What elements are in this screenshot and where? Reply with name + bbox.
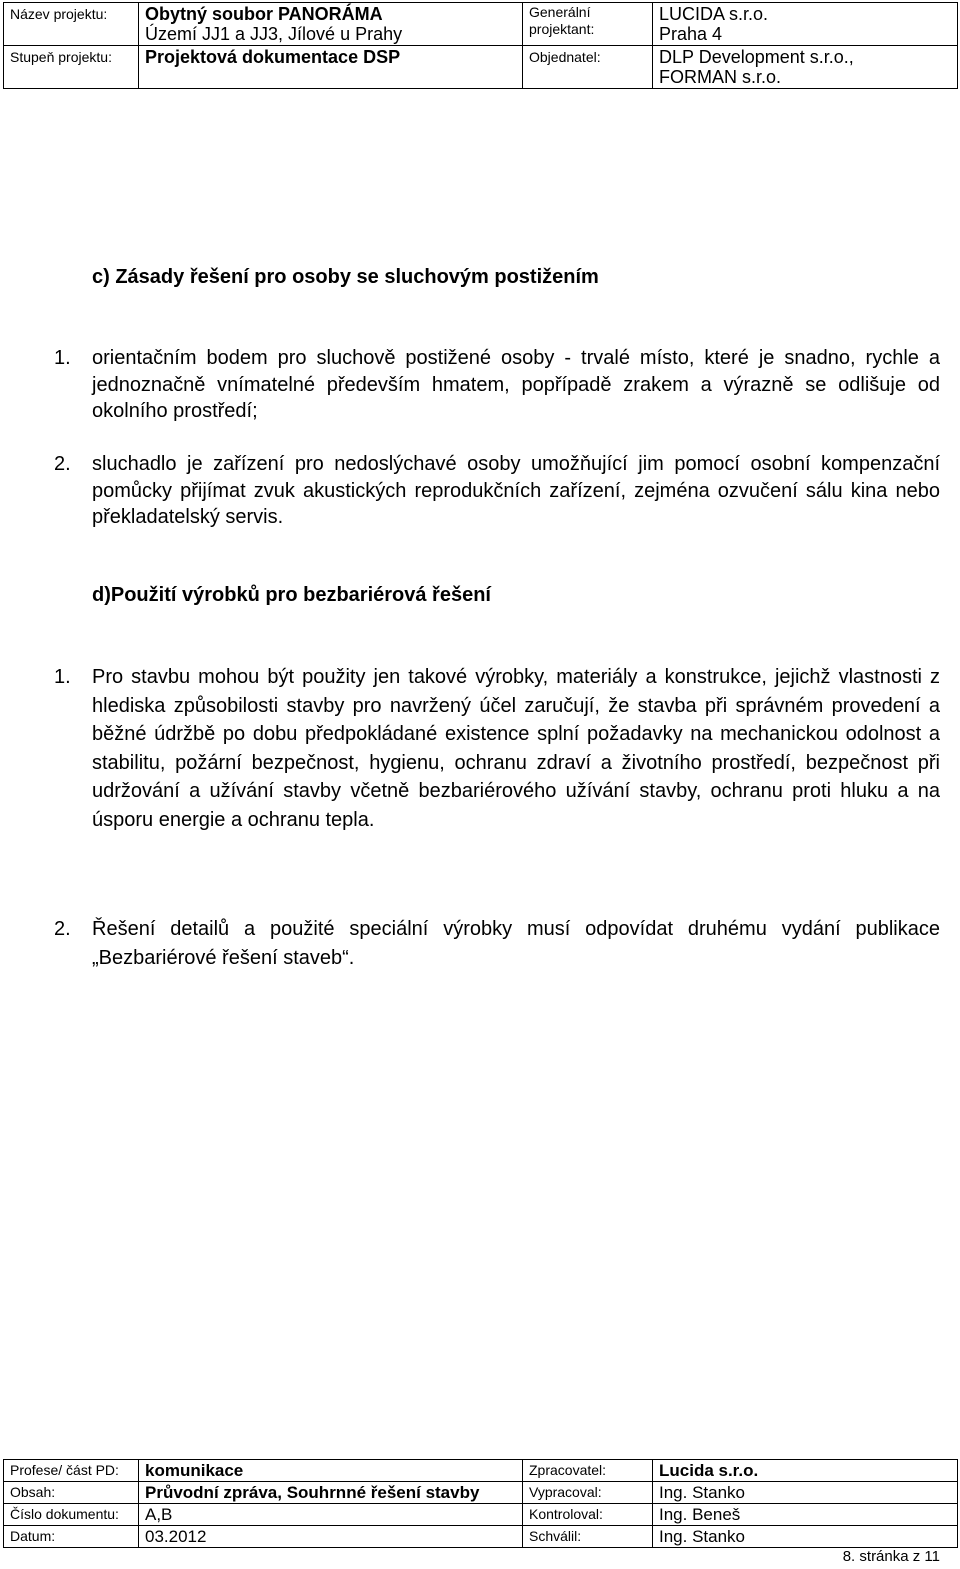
- checked-label: Kontroloval:: [523, 1504, 653, 1526]
- project-name: Obytný soubor PANORÁMA: [145, 4, 383, 24]
- content: Průvodní zpráva, Souhrnné řešení stavby: [139, 1482, 523, 1504]
- item-number: 2.: [54, 918, 71, 940]
- docnum-label: Číslo dokumentu:: [4, 1504, 139, 1526]
- date-label: Datum:: [4, 1526, 139, 1548]
- header-row-stage: [4, 46, 958, 89]
- footer-row-content: [4, 1482, 958, 1504]
- header-row-project: [4, 3, 958, 46]
- prepared: Lucida s.r.o.: [653, 1460, 958, 1482]
- project-location: Území JJ1 a JJ3, Jílové u Prahy: [145, 24, 403, 44]
- item-number: 2.: [54, 453, 71, 475]
- prepared-label: Zpracovatel:: [523, 1460, 653, 1482]
- content-label: Obsah:: [4, 1482, 139, 1504]
- general-designer-city: Praha 4: [659, 24, 723, 44]
- date: 03.2012: [139, 1526, 523, 1548]
- general-designer-label-cell: [523, 3, 653, 46]
- footer-row-date: [4, 1526, 958, 1548]
- profession-label: Profese/ část PD:: [4, 1460, 139, 1482]
- approved: Ing. Stanko: [653, 1526, 958, 1548]
- docnum: A,B: [139, 1504, 523, 1526]
- client-label: Objednatel:: [523, 46, 653, 89]
- profession: komunikace: [139, 1460, 523, 1482]
- section-c-item-1: [54, 345, 940, 425]
- stage-label: Stupeň projektu:: [4, 46, 139, 89]
- section-d-item-1: [54, 663, 940, 834]
- section-c-heading: c) Zásady řešení pro osoby se sluchovým postižením: [92, 266, 599, 288]
- checked: Ing. Beneš: [653, 1504, 958, 1526]
- general-designer-label-1: Generální: [529, 4, 591, 20]
- client-2: FORMAN s.r.o.: [659, 67, 782, 87]
- author-label: Vypracoval:: [523, 1482, 653, 1504]
- general-designer-cell: [653, 3, 958, 46]
- item-text: Pro stavbu mohou být použity jen takové výrobky, materiály a konstrukce, jejichž vlastnosti z hlediska způsobilosti stavby pro navržený účel zaručují, že stavba při správném provedení a běžné údržbě po dobu předpokládané existence splní požadavky na mechanickou odolnost a stabilitu, požární bezpečnost, hygienu, ochranu zdraví a životního prostředí, bezpečnost při udržování a užívání stavby včetně bezbariérového užívání stavby, ochranu proti hluku a na úsporu energie a ochranu tepla.: [92, 666, 940, 831]
- section-d-item-2: [54, 915, 940, 973]
- footer-row-docnum: [4, 1504, 958, 1526]
- footer-table: [3, 1459, 958, 1548]
- item-text: Řešení detailů a použité speciální výrobky musí odpovídat druhému vydání publikace „Bezbariérové řešení staveb“.: [92, 918, 940, 969]
- approved-label: Schválil:: [523, 1526, 653, 1548]
- project-name-cell: [139, 3, 523, 46]
- section-c-item-2: [54, 451, 940, 531]
- section-d-heading: d)Použití výrobků pro bezbariérová řešení: [92, 584, 491, 606]
- project-name-label: Název projektu:: [4, 3, 139, 46]
- footer-row-profession: [4, 1460, 958, 1482]
- general-designer-label-2: projektant:: [529, 21, 595, 37]
- header-table: [3, 2, 958, 89]
- item-text: orientačním bodem pro sluchově postižené osoby - trvalé místo, které je snadno, rychle a jednoznačně vnímatelné především hmatem, popřípadě zrakem a výrazně se odlišuje od okolního prostředí;: [92, 347, 940, 423]
- client-1: DLP Development s.r.o.,: [659, 47, 854, 67]
- item-number: 1.: [54, 347, 71, 369]
- general-designer: LUCIDA s.r.o.: [659, 4, 769, 24]
- item-text: sluchadlo je zařízení pro nedoslýchavé osoby umožňující jim pomocí osobní kompenzační pomůcky přijímat zvuk akustických reprodukčních zařízení, zejména ozvučení sálu kina nebo překladatelský servis.: [92, 453, 940, 529]
- page-number: 8. stránka z 11: [842, 1548, 940, 1565]
- author: Ing. Stanko: [653, 1482, 958, 1504]
- stage: Projektová dokumentace DSP: [139, 46, 523, 89]
- client-cell: [653, 46, 958, 89]
- item-number: 1.: [54, 666, 71, 688]
